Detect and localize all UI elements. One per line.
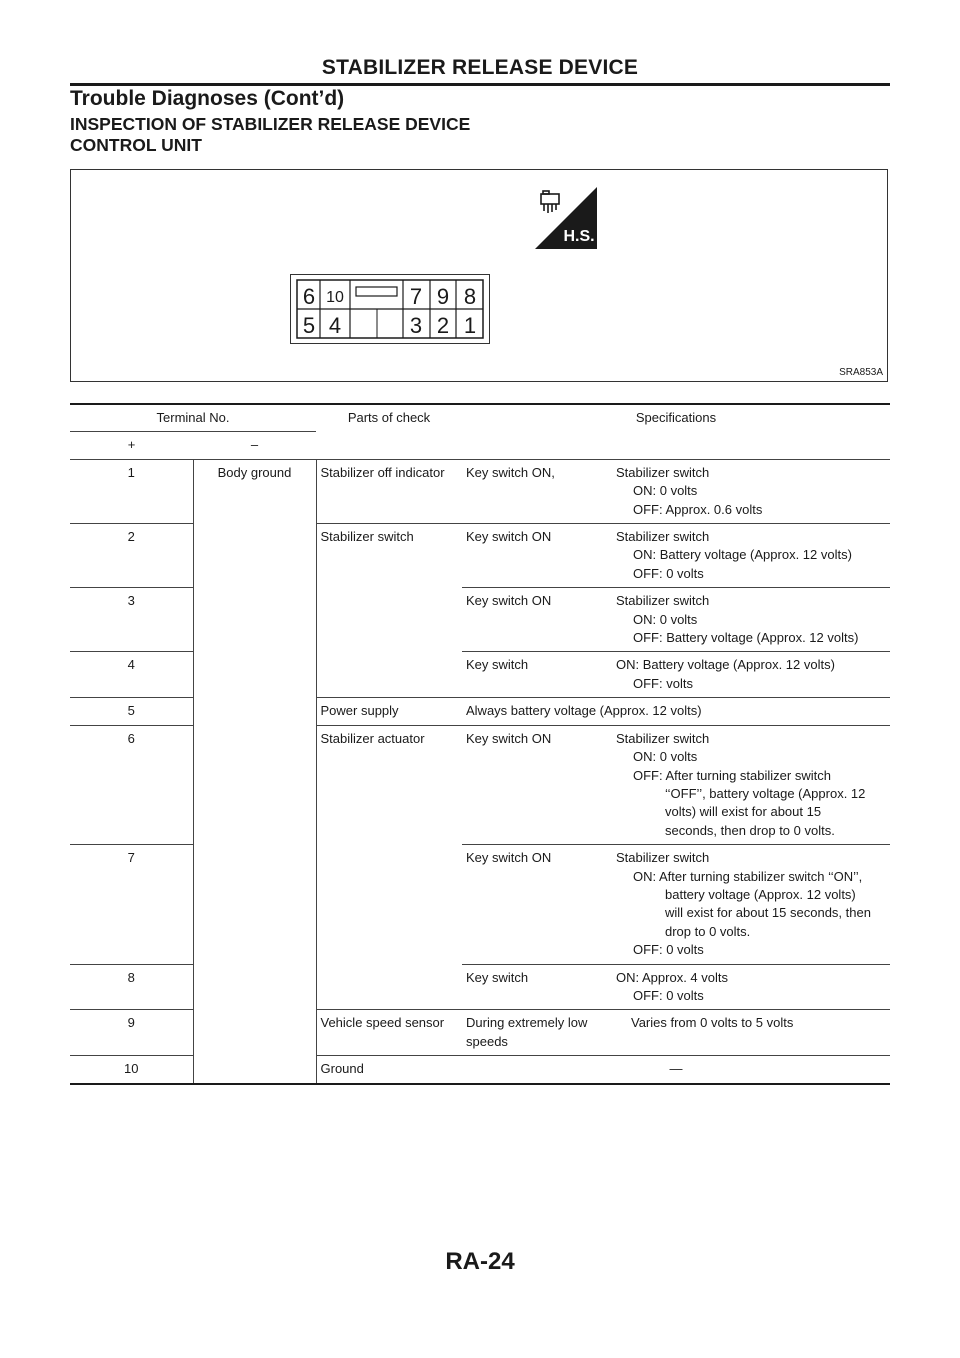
header-subtitle: Trouble Diagnoses (Cont’d): [70, 87, 345, 110]
spec-line: drop to 0 volts.: [665, 923, 751, 939]
part-name: Stabilizer off indicator: [316, 459, 462, 523]
spec-line: OFF: 0 volts: [633, 565, 704, 581]
svg-text:H.S.: H.S.: [563, 228, 595, 245]
connector-figure: [70, 169, 888, 382]
spec-cell: [462, 459, 890, 523]
part-name: Stabilizer actuator: [316, 725, 462, 1010]
spec-cell: [462, 588, 890, 652]
part-name: Stabilizer switch: [316, 524, 462, 698]
spec-head: Stabilizer switch: [616, 850, 710, 866]
spec-head: Stabilizer switch: [616, 593, 710, 609]
spec-condition: During extremely low speeds: [466, 1015, 588, 1049]
spec-line: OFF: Battery voltage (Approx. 12 volts): [633, 630, 859, 646]
header-title: STABILIZER RELEASE DEVICE: [321, 56, 639, 79]
table-header-row: [70, 404, 890, 432]
figure-id: SRA853A: [839, 367, 883, 378]
pin-7: 7: [409, 284, 423, 309]
ground-cell: Body ground: [193, 459, 316, 1083]
header-specs: Specifications: [635, 410, 717, 425]
spec-condition: Key switch ON: [466, 593, 552, 609]
header-minus: –: [250, 437, 259, 453]
terminal-number: 8: [70, 964, 193, 1010]
terminal-spec-table: [70, 403, 890, 1085]
spec-line: ON: 0 volts: [633, 611, 698, 627]
header-plus: +: [127, 437, 136, 453]
spec-line: will exist for about 15 seconds, then: [665, 905, 871, 921]
spec-cell: [462, 725, 890, 844]
pin-1: 1: [463, 313, 477, 338]
spec-condition: Key switch ON: [466, 529, 552, 545]
spec-line: OFF: 0 volts: [633, 942, 704, 958]
section-heading: [70, 114, 470, 156]
spec-line: ON: 0 volts: [633, 749, 698, 765]
spec-cell: [462, 524, 890, 588]
pin-3: 3: [409, 313, 423, 338]
terminal-number: 9: [70, 1010, 193, 1056]
terminal-number: 4: [70, 652, 193, 698]
spec-head: ON: Approx. 4 volts: [616, 969, 728, 985]
pin-5: 5: [302, 313, 316, 338]
spec-condition: Key switch: [466, 969, 529, 985]
spec-cell: [462, 845, 890, 964]
spec-line: OFF: After turning stabilizer switch: [633, 767, 831, 783]
pin-9: 9: [436, 284, 450, 309]
spec-cell: [462, 964, 890, 1010]
connector-pinout: [290, 274, 490, 344]
header-parts: Parts of check: [347, 410, 431, 425]
spec-line: ON: After turning stabilizer switch ‘‘ON’’,: [633, 868, 863, 884]
part-name: Ground: [316, 1056, 462, 1084]
spec-cell: [462, 652, 890, 698]
table-row: [70, 459, 890, 523]
spec-condition: Key switch ON,: [466, 464, 555, 480]
spec-line: OFF: 0 volts: [633, 987, 704, 1003]
terminal-number: 3: [70, 588, 193, 652]
terminal-number: 10: [70, 1056, 193, 1084]
terminal-number: 5: [70, 698, 193, 725]
pin-2: 2: [436, 313, 450, 338]
section-heading-line2: CONTROL UNIT: [70, 135, 202, 155]
pin-10: 10: [326, 289, 344, 306]
spec-condition: Key switch: [466, 657, 529, 673]
spec-line: seconds, then drop to 0 volts.: [665, 822, 835, 838]
header-terminal-no: Terminal No.: [70, 404, 316, 432]
harness-side-badge: [535, 187, 597, 249]
terminal-number: 2: [70, 524, 193, 588]
spec-cell: [462, 1010, 890, 1056]
pin-6: 6: [302, 284, 316, 309]
page-code: RA-24: [445, 1248, 515, 1275]
spec-head: Varies from 0 volts to 5 volts: [631, 1015, 794, 1031]
pin-4: 4: [328, 313, 342, 338]
spec-line: ON: Battery voltage (Approx. 12 volts): [633, 547, 852, 563]
spec-line: ‘‘OFF’’, battery voltage (Approx. 12: [665, 785, 866, 801]
spec-head: Stabilizer switch: [616, 464, 710, 480]
terminal-number: 1: [70, 459, 193, 523]
spec-line: volts) will exist for about 15: [665, 804, 822, 820]
spec-cell: Always battery voltage (Approx. 12 volts): [462, 698, 890, 725]
spec-condition: Key switch ON: [466, 850, 552, 866]
terminal-number: 6: [70, 725, 193, 844]
spec-line: OFF: volts: [633, 675, 693, 691]
section-heading-line1: INSPECTION OF STABILIZER RELEASE DEVICE: [70, 114, 471, 134]
part-name: Vehicle speed sensor: [316, 1010, 462, 1056]
spec-head: Stabilizer switch: [616, 529, 710, 545]
spec-head: Stabilizer switch: [616, 730, 710, 746]
part-name: Power supply: [316, 698, 462, 725]
spec-condition: Key switch ON: [466, 730, 552, 746]
header-rule: [70, 83, 890, 86]
spec-head: ON: Battery voltage (Approx. 12 volts): [616, 657, 835, 673]
pin-8: 8: [463, 284, 477, 309]
terminal-number: 7: [70, 845, 193, 964]
spec-line: OFF: Approx. 0.6 volts: [633, 501, 763, 517]
spec-line: battery voltage (Approx. 12 volts): [665, 886, 856, 902]
spec-cell: —: [462, 1056, 890, 1084]
spec-line: ON: 0 volts: [633, 483, 698, 499]
